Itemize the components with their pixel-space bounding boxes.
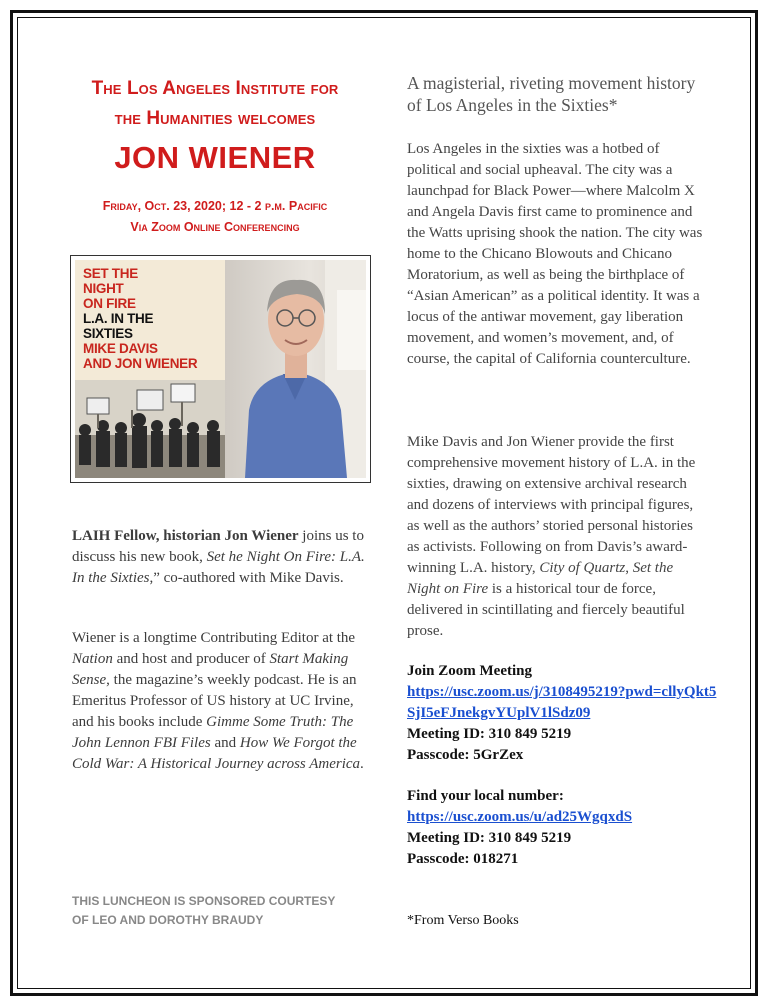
cover-line: L.A. IN THE [83,311,154,326]
bio-text: and [210,735,240,751]
cover-author: AND JON WIENER [83,356,198,371]
event-details [60,196,370,238]
bio-italic: Gimme Some Truth: The John Lennon FBI Files [72,714,354,751]
cover-line: NIGHT [83,281,124,296]
desc-text: , [625,560,633,576]
desc-text: Mike Davis and Jon Wiener provide the first comprehensive movement history of L.A. in the sixties, drawing on extensive archival research and dozens of interviews with principal figures, as well as the authors’ storied personal histories as activists. Following on from Davis’s award-winning L.A. history, [407,434,696,576]
desc-italic: Set the Night on Fire [407,560,674,597]
zoom-passcode: Passcode: 5GrZex [407,747,524,763]
source-footnote: *From Verso Books [407,913,519,928]
intro-bold: LAIH Fellow, historian Jon Wiener [72,528,299,544]
event-date: Friday, Oct. 23, 2020; 12 - 2 p.m. Pacific [102,199,328,213]
zoom-meeting-block [407,661,717,766]
sponsor-line: OF LEO AND DOROTHY BRAUDY [72,913,264,927]
bio-text: , the magazine’s weekly podcast. He is an Emeritus Professor of US history at UC Irvine, and his books include [72,672,357,730]
cover-line: SIXTIES [83,326,133,341]
bio-italic: How We Forgot the Cold War: A Historical Journey across America [72,735,361,772]
zoom-meeting-link[interactable]: https://usc.zoom.us/j/3108495219?pwd=cllyQkt5SjI5eFJnekgvYUplV1lSdz09 [407,684,717,721]
book-tagline: A magisterial, riveting movement history of Los Angeles in the Sixties* [407,73,696,115]
local-number-link[interactable]: https://usc.zoom.us/u/ad25WgqxdS [407,809,633,825]
sponsor-line: THIS LUNCHEON IS SPONSORED COURTESY [72,894,336,908]
bio-italic: Nation [72,651,113,667]
author-portrait [225,260,366,478]
intro-text: ,” co-authored with Mike Davis. [149,570,344,586]
heading-line-1: The Los Angeles Institute for [91,78,339,99]
heading-line-2: the Humanities welcomes [114,108,316,129]
protest-crowd-photo [75,380,225,478]
zoom-heading: Join Zoom Meeting [407,663,532,679]
event-intro-paragraph [72,526,372,589]
zoom-meeting-id: Meeting ID: 310 849 5219 [407,726,572,742]
local-number-block [407,786,717,870]
intro-text: joins us to discuss his new book, [72,528,364,565]
cover-line: ON FIRE [83,296,136,311]
institute-heading [60,74,370,134]
bio-text: Wiener is a longtime Contributing Editor at the [72,630,356,646]
local-meeting-id: Meeting ID: 310 849 5219 [407,830,572,846]
local-number-heading: Find your local number: [407,788,564,804]
event-venue: Via Zoom Online Conferencing [130,220,300,234]
desc-text: is a historical tour de force, delivered in scintillating and fiercely beautiful prose. [407,581,685,639]
book-cover-title [83,266,197,371]
bio-italic: Start Making Sense [72,651,349,688]
local-passcode: Passcode: 018271 [407,851,519,867]
bio-text: . [360,756,364,772]
desc-italic: City of Quartz [539,560,626,576]
bio-paragraph [72,628,372,775]
bio-text: and host and producer of [112,651,270,667]
intro-book-title: Set he Night On Fire: L.A. In the Sixties [72,549,365,586]
book-description-paragraph: Los Angeles in the sixties was a hotbed of political and social upheaval. The city was a launchpad for Black Power—where Malcolm X and Angela Davis first came to prominence and the Watts uprising shook the nation. The city was home to the Chicano Blowouts and Chicano Moratorium, as well as being the birthplace of “Asian American” as a political identity. It was a locus of the antiwar movement, gay liberation movement, and women’s movement, and, of course, the capital of California counterculture. [407,141,703,367]
cover-author: MIKE DAVIS [83,341,158,356]
cover-line: SET THE [83,266,138,281]
book-cover [75,260,225,478]
book-authors-paragraph [407,432,707,642]
book-and-author-image [70,255,371,483]
sponsor-credit [72,892,392,930]
speaker-name: JON WIENER [114,140,316,175]
